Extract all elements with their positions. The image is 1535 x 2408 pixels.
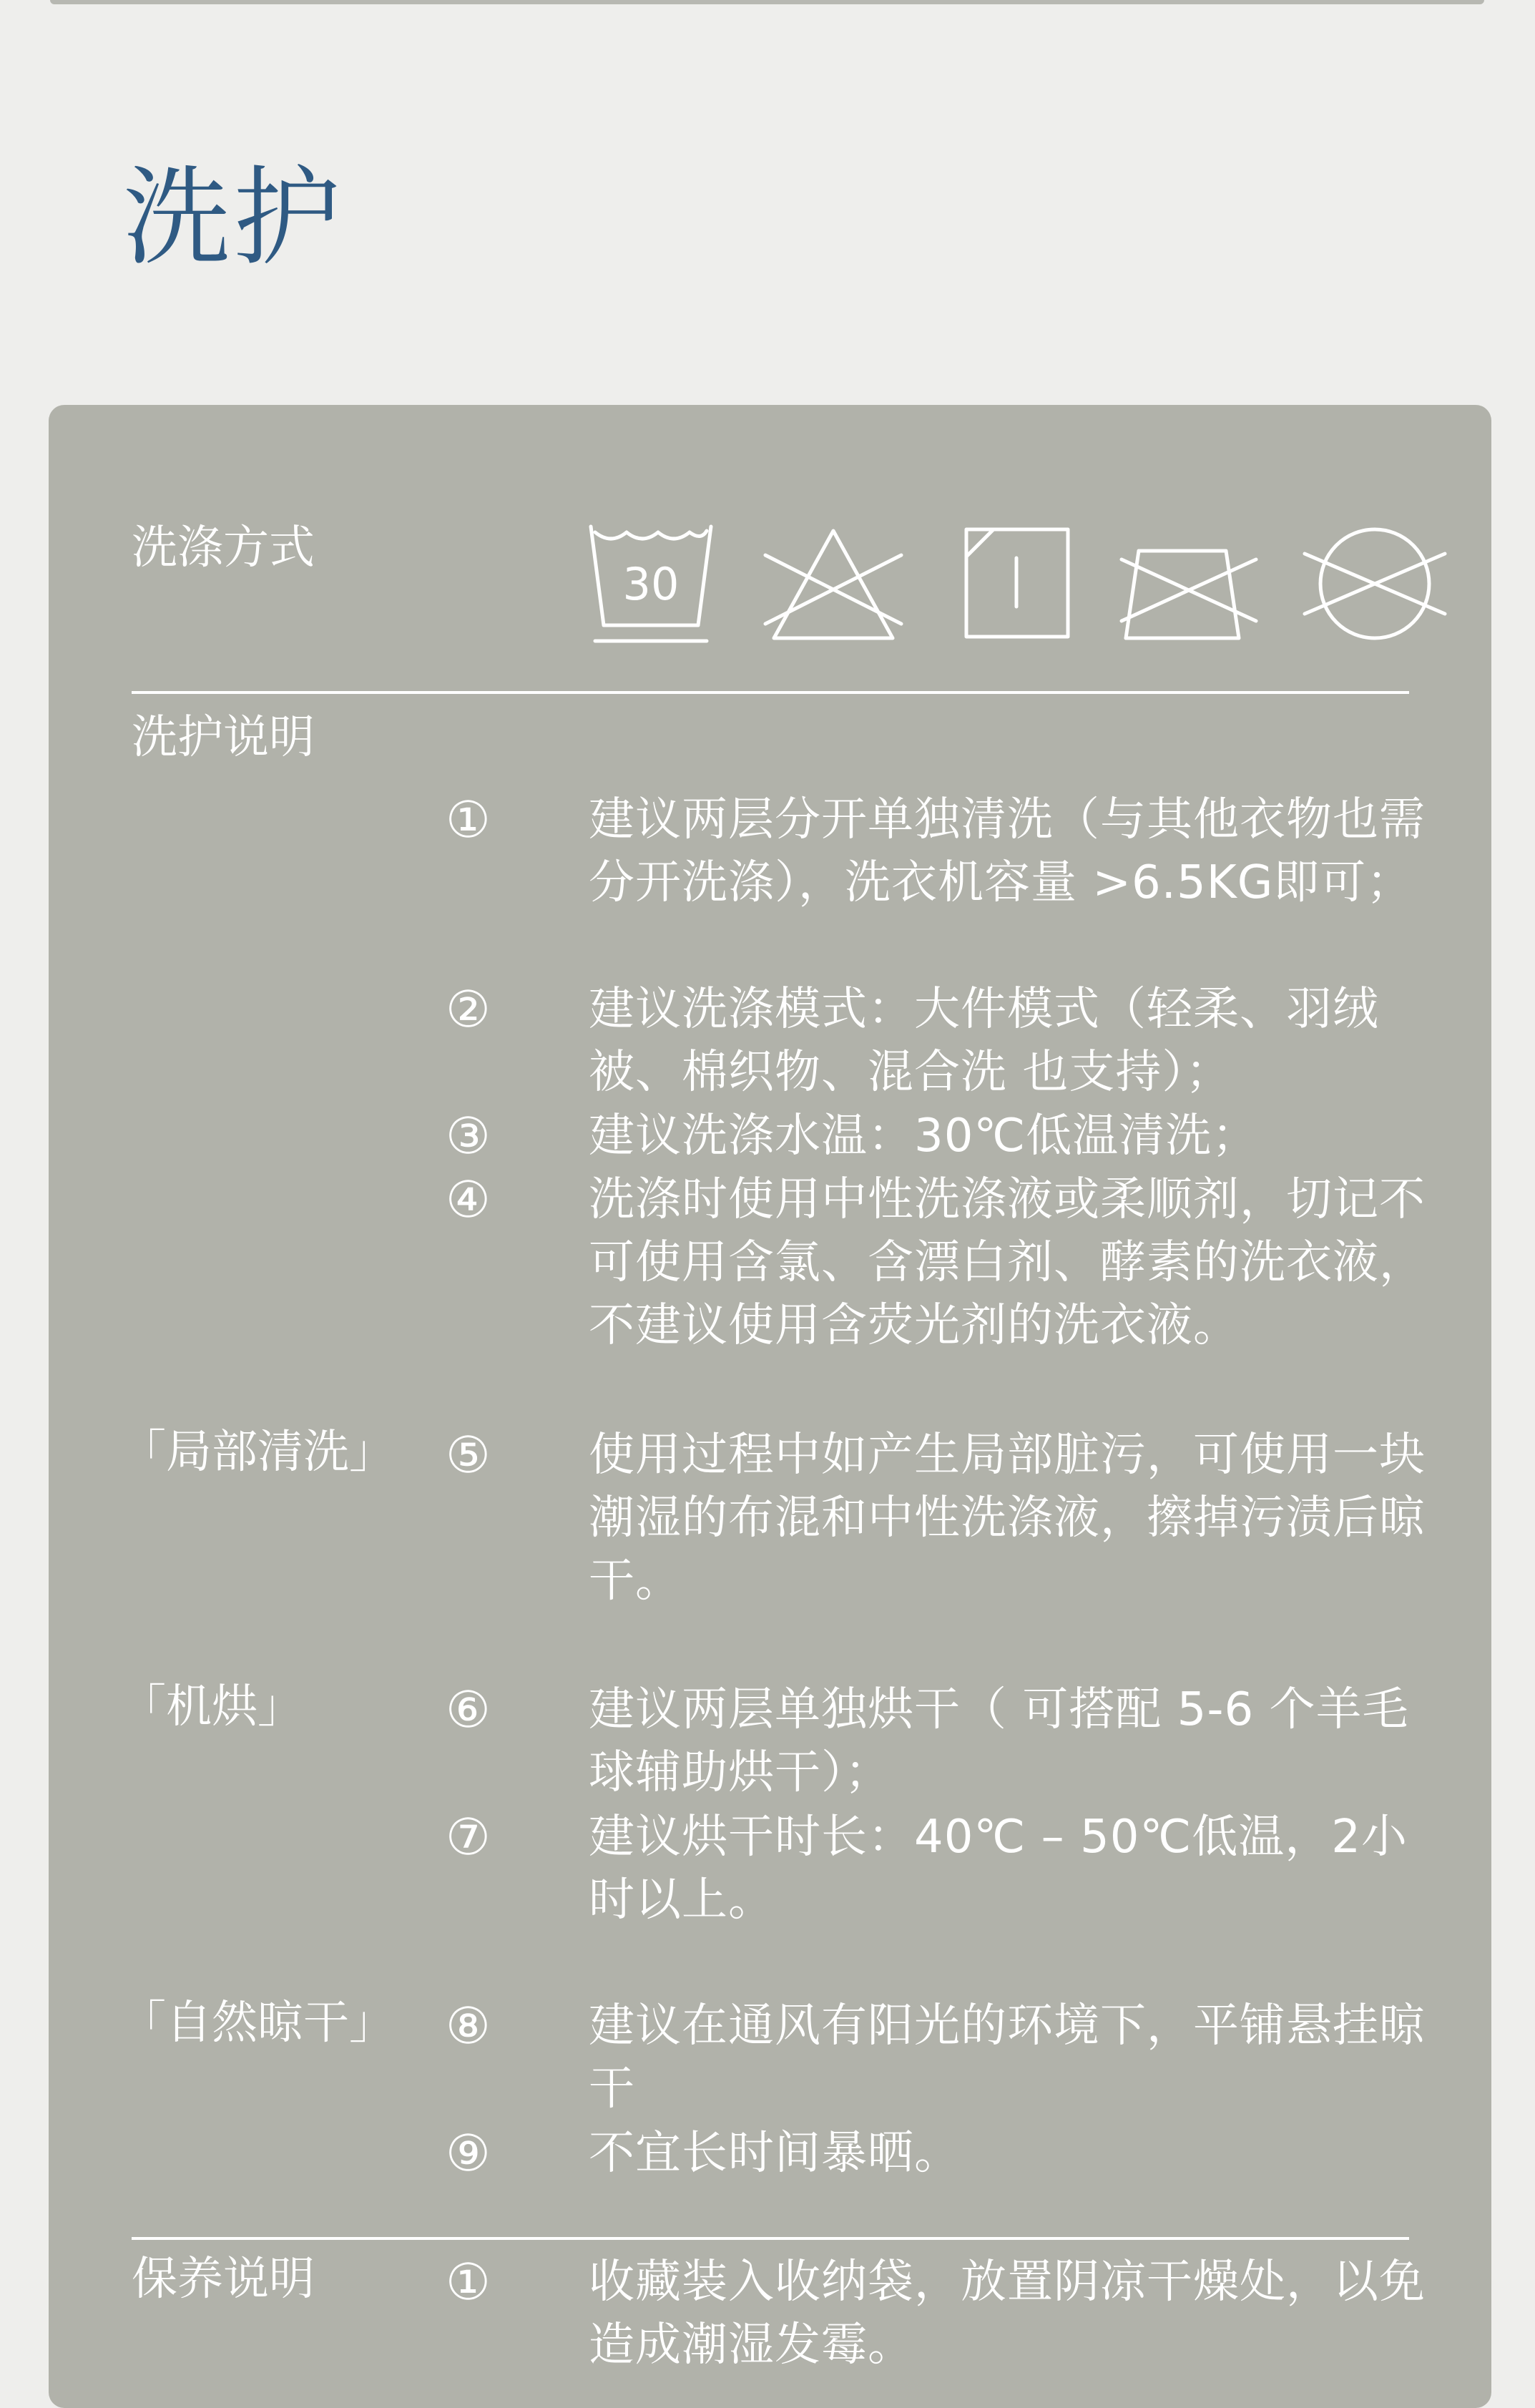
wash-temp-label: 30 [622,558,680,610]
item-text: 不宜长时间暴晒。 [589,2127,961,2180]
item-text: 建议洗涤模式：大件模式（轻柔、羽绒被、棉织物、混合洗 也支持）； [589,983,1379,1099]
item-number: ④ [446,1170,491,1229]
wash-method-label: 洗涤方式 [132,522,315,574]
item-text: 收藏装入收纳袋，放置阴凉干燥处，以免造成潮湿发霉。 [589,2256,1426,2372]
storage-label: 保养说明 [132,2253,315,2306]
spot-clean-label: 「局部清洗」 [120,1426,395,1479]
no-dry-clean-icon [1300,519,1451,662]
machine-dry-label: 「机烘」 [120,1680,303,1733]
air-dry-label: 「自然晾干」 [120,1997,395,2050]
item-number: ⑦ [446,1808,491,1866]
line-dry-icon [961,519,1075,662]
item-text: 建议烘干时长：40℃ – 50℃低温，2小时以上。 [589,1811,1408,1927]
item-text: 使用过程中如产生局部脏污，可使用一块潮湿的布混和中性洗涤液，擦掉污渍后晾干。 [589,1429,1426,1607]
item-number: ⑨ [446,2124,491,2183]
care-card [49,405,1491,2408]
page-title: 洗护 [123,156,344,280]
item-number: ① [446,791,491,849]
no-iron-icon [1116,519,1266,662]
item-text: 洗涤时使用中性洗涤液或柔顺剂，切记不可使用含氯、含漂白剂、酵素的洗衣液，不建议使用含荧光剂的洗衣液。 [589,1173,1426,1352]
top-divider [50,0,1484,4]
section-divider [132,691,1409,694]
item-text: 建议洗涤水温：30℃低温清洗； [589,1110,1259,1163]
item-number: ② [446,980,491,1039]
item-number: ① [446,2253,491,2311]
item-number: ⑥ [446,1680,491,1739]
item-text: 建议在通风有阳光的环境下，平铺悬挂晾干 [589,2000,1426,2115]
item-text: 建议两层单独烘干（ 可搭配 5-6 个羊毛球辅助烘干）； [589,1683,1409,1799]
section-divider [132,2237,1409,2240]
item-number: ⑤ [446,1426,491,1484]
item-number: ③ [446,1107,491,1165]
wash-icons-row [535,519,1465,677]
care-instructions-label: 洗护说明 [132,711,315,764]
no-bleach-icon [758,519,908,662]
item-number: ⑧ [446,1997,491,2055]
item-text: 建议两层分开单独清洗（与其他衣物也需分开洗涤），洗衣机容量 >6.5KG即可； [589,793,1426,909]
wash-30-icon [587,519,715,662]
